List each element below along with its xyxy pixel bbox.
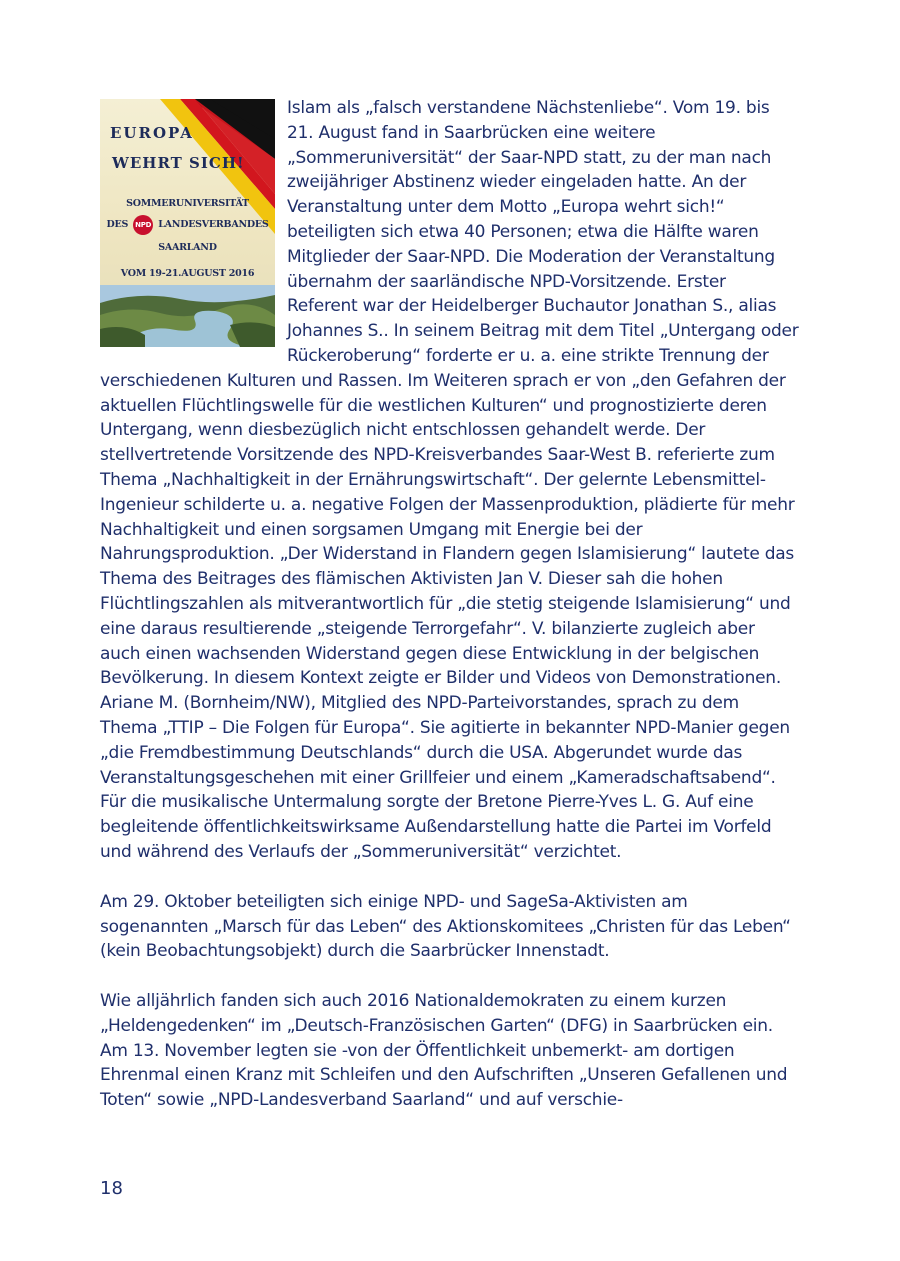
paragraph-heldengedenken: Wie alljährlich fanden sich auch 2016 Nationaldemokraten zu einem kurzen „Heldengedenken“ im „Deutsch-Französischen Garten“ (DFG) in Saarbrücken ein. Am 13. November legten sie -von der Öffentlichkeit unbemerkt- am dortigen Ehrenmal einen Kranz mit Schleifen und den Aufschriften „Unseren Gefallenen und Toten“ sowie „NPD-Landesverband Saarland“ und auf verschie- — [100, 991, 788, 1111]
poster-organizer-line — [100, 213, 275, 238]
paragraph-sommeruniversitaet: Islam als „falsch verstandene Nächstenliebe“. Vom 19. bis 21. August fand in Saarbrücken eine weitere „Sommeruniversität“ der Saar-NPD statt, zu der man nach zweijähriger Abstinenz wieder eingeladen hatte. An der Veranstaltung unter dem Motto „Europa wehrt sich!“ beteiligten sich etwa 40 Personen; etwa die Hälfte waren Mitglieder der Saar-NPD. Die Moderation der Veranstaltung übernahm der saarländische NPD-Vorsitzende. Erster Referent war der Heidelberger Buchautor Jonathan S., alias Johannes S.. In seinem Beitrag mit dem Titel „Untergang oder Rückeroberung“ forderte er u. a. eine strikte Trennung der verschiedenen Kulturen und Rassen. Im Weiteren sprach er von „den Gefahren der aktuellen Flüchtlingswelle für die westlichen Kulturen“ und prognostizierte deren Untergang, wenn diesbezüglich nicht entschlossen gehandelt werde. Der stellvertretende Vorsitzende des NPD-Kreisverbandes Saar-West B. referierte zum Thema „Nachhaltigkeit in der Ernährungswirtschaft“. Der gelernte Lebensmittel-Ingenieur schilderte u. a. negative Folgen der Massenproduktion, plädierte für mehr Nachhaltigkeit und einen sorgsamen Umgang mit Energie bei der Nahrungsproduktion. „Der Widerstand in Flandern gegen Islamisierung“ lautete das Thema des Beitrages des flämischen Aktivisten Jan V. Dieser sah die hohen Flüchtlingszahlen als mitverantwortlich für „die stetig steigende Islamisierung“ und eine daraus resultierende „steigende Terrorgefahr“. V. bilanzierte zugleich aber auch einen wachsenden Widerstand gegen diese Entwicklung in der belgischen Bevölkerung. In diesem Kontext zeigte er Bilder und Videos von Demonstrationen. Ariane M. (Bornheim/NW), Mitglied des NPD-Parteivorstandes, sprach zu dem Thema „TTIP – Die Folgen für Europa“. Sie agitierte in bekannter NPD-Manier gegen „die Fremdbestimmung Deutschlands“ durch die USA. Abgerundet wurde das Veranstaltungsgeschehen mit einer Grillfeier und einem „Kameradschaftsabend“. Für die musikalische Untermalung sorgte der Bretone Pierre-Yves L. G. Auf eine begleitende öffentlichkeitswirksame Außendarstellung hatte die Partei im Vorfeld und während des Verlaufs der „Sommeruniversität“ verzichtet. — [100, 98, 799, 862]
poster-des-label: DES — [106, 219, 129, 230]
page-number: 18 — [100, 1178, 123, 1199]
page-body — [100, 96, 800, 1113]
poster-landesverband-label: LANDESVERBANDES — [158, 219, 269, 230]
poster-region: SAARLAND — [158, 242, 217, 253]
river-landscape-graphic — [100, 285, 275, 347]
event-poster-image — [100, 99, 275, 347]
poster-subtitle: SOMMERUNIVERSITÄT — [126, 198, 249, 209]
paragraph-marsch-fuer-das-leben: Am 29. Oktober beteiligten sich einige NPD- und SageSa-Aktivisten am sogenannten „Marsch für das Leben“ des Aktionskomitees „Christen für das Leben“ (kein Beobachtungsobjekt) durch die Saarbrücker Innenstadt. — [100, 891, 791, 962]
poster-headline-line1: EUROPA — [110, 124, 194, 142]
npd-logo: NPD — [133, 215, 153, 235]
poster-date: VOM 19-21.AUGUST 2016 — [120, 268, 255, 279]
poster-headline-line2: WEHRT SICH! — [112, 154, 245, 172]
